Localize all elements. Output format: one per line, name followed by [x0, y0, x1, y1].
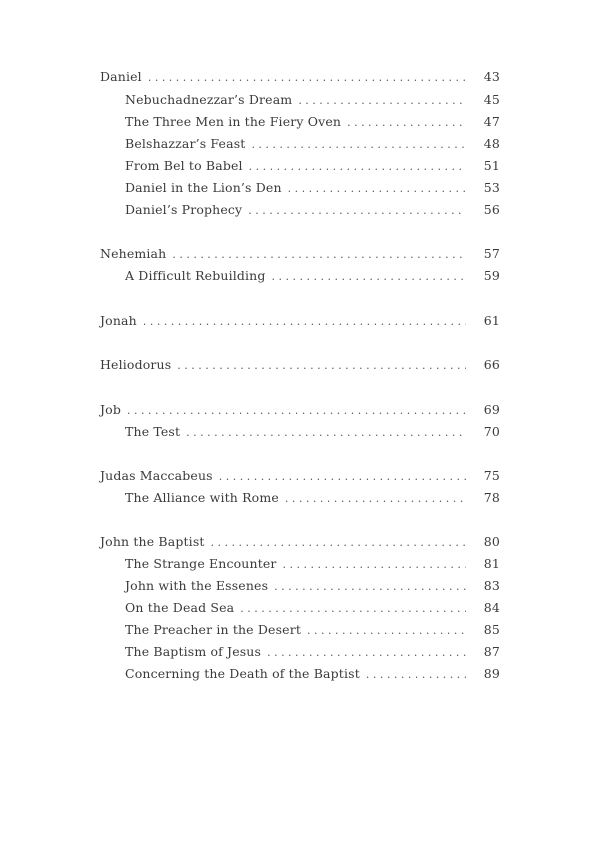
- dot-leader: [240, 599, 466, 619]
- toc-subentry-preacher-in-desert[interactable]: [125, 620, 500, 640]
- toc-entry-title: A Difficult Rebuilding: [125, 268, 266, 283]
- toc-entry-page: 59: [483, 268, 500, 283]
- toc-entry-title: Daniel: [100, 69, 142, 84]
- toc-entry-title: The Test: [125, 424, 181, 439]
- toc-entry-title: Daniel in the Lion’s Den: [125, 180, 282, 195]
- dot-leader: [248, 201, 466, 221]
- toc-entry-page: 75: [483, 468, 500, 483]
- toc-entry-page: 45: [483, 92, 500, 107]
- dot-leader: [177, 356, 466, 376]
- toc-subentry-nebuchadnezzars-dream[interactable]: [125, 90, 500, 110]
- dot-leader: [307, 621, 466, 641]
- toc-subentry-from-bel-to-babel[interactable]: [125, 156, 500, 176]
- toc-entry-page: 61: [483, 313, 500, 328]
- toc-entry-title: On the Dead Sea: [125, 600, 235, 615]
- dot-leader: [347, 113, 466, 133]
- toc-entry-page: 89: [483, 666, 500, 681]
- toc-entry-title: Nebuchadnezzar’s Dream: [125, 92, 293, 107]
- toc-entry-nehemiah[interactable]: [100, 244, 500, 264]
- toc-entry-page: 84: [483, 600, 500, 615]
- dot-leader: [283, 555, 466, 575]
- toc-subentry-strange-encounter[interactable]: [125, 554, 500, 574]
- toc-subentry-baptism-of-jesus[interactable]: [125, 642, 500, 662]
- toc-entry-page: 48: [483, 136, 500, 151]
- toc-subentry-alliance-with-rome[interactable]: [125, 488, 500, 508]
- toc-entry-page: 66: [483, 357, 500, 372]
- dot-leader: [285, 489, 466, 509]
- toc-subentry-difficult-rebuilding[interactable]: [125, 266, 500, 286]
- toc-entry-title: Daniel’s Prophecy: [125, 202, 243, 217]
- toc-subentry-death-of-the-baptist[interactable]: [125, 664, 500, 684]
- toc-entry-john-the-baptist[interactable]: [100, 532, 500, 552]
- toc-subentry-john-with-essenes[interactable]: [125, 576, 500, 596]
- toc-entry-judas-maccabeus[interactable]: [100, 466, 500, 486]
- toc-entry-title: The Baptism of Jesus: [125, 644, 262, 659]
- toc-subentry-daniel-lions-den[interactable]: [125, 178, 500, 198]
- toc-entry-title: John the Baptist: [100, 534, 205, 549]
- toc-entry-title: Belshazzar’s Feast: [125, 136, 246, 151]
- dot-leader: [272, 267, 466, 287]
- dot-leader: [172, 245, 466, 265]
- dot-leader: [143, 312, 466, 332]
- toc-entry-heliodorus[interactable]: [100, 355, 500, 375]
- toc-subentry-belshazzars-feast[interactable]: [125, 134, 500, 154]
- toc-subentry-on-the-dead-sea[interactable]: [125, 598, 500, 618]
- toc-entry-page: 87: [483, 644, 500, 659]
- dot-leader: [211, 533, 466, 553]
- toc-entry-page: 83: [483, 578, 500, 593]
- toc-entry-title: The Alliance with Rome: [125, 490, 279, 505]
- toc-entry-page: 70: [483, 424, 500, 439]
- dot-leader: [366, 665, 466, 685]
- toc-entry-title: Jonah: [100, 313, 137, 328]
- dot-leader: [186, 423, 466, 443]
- toc-entry-page: 47: [483, 114, 500, 129]
- toc-entry-page: 57: [483, 246, 500, 261]
- toc-entry-page: 53: [483, 180, 500, 195]
- dot-leader: [288, 179, 466, 199]
- toc-subentry-the-test[interactable]: [125, 422, 500, 442]
- toc-entry-page: 51: [483, 158, 500, 173]
- dot-leader: [298, 91, 466, 111]
- toc-entry-daniel[interactable]: [100, 67, 500, 87]
- toc-subentry-daniels-prophecy[interactable]: [125, 200, 500, 220]
- toc-entry-page: 80: [483, 534, 500, 549]
- toc-entry-page: 81: [483, 556, 500, 571]
- toc-entry-jonah[interactable]: [100, 311, 500, 331]
- toc-entry-page: 56: [483, 202, 500, 217]
- toc-entry-page: 69: [483, 402, 500, 417]
- dot-leader: [249, 157, 466, 177]
- toc-subentry-three-men-fiery-oven[interactable]: [125, 112, 500, 132]
- dot-leader: [251, 135, 466, 155]
- toc-entry-title: The Preacher in the Desert: [125, 622, 301, 637]
- toc-entry-page: 85: [483, 622, 500, 637]
- toc-entry-title: Nehemiah: [100, 246, 167, 261]
- dot-leader: [274, 577, 466, 597]
- toc-entry-title: The Three Men in the Fiery Oven: [125, 114, 342, 129]
- toc-entry-title: Heliodorus: [100, 357, 172, 372]
- toc-entry-title: Judas Maccabeus: [100, 468, 213, 483]
- toc-entry-job[interactable]: [100, 400, 500, 420]
- toc-entry-title: The Strange Encounter: [125, 556, 277, 571]
- toc-entry-title: John with the Essenes: [125, 578, 269, 593]
- dot-leader: [127, 401, 466, 421]
- toc-entry-title: Job: [100, 402, 121, 417]
- dot-leader: [148, 68, 466, 88]
- dot-leader: [219, 467, 466, 487]
- toc-entry-title: Concerning the Death of the Baptist: [125, 666, 360, 681]
- toc-entry-page: 43: [483, 69, 500, 84]
- toc-entry-title: From Bel to Babel: [125, 158, 243, 173]
- toc-entry-page: 78: [483, 490, 500, 505]
- dot-leader: [267, 643, 466, 663]
